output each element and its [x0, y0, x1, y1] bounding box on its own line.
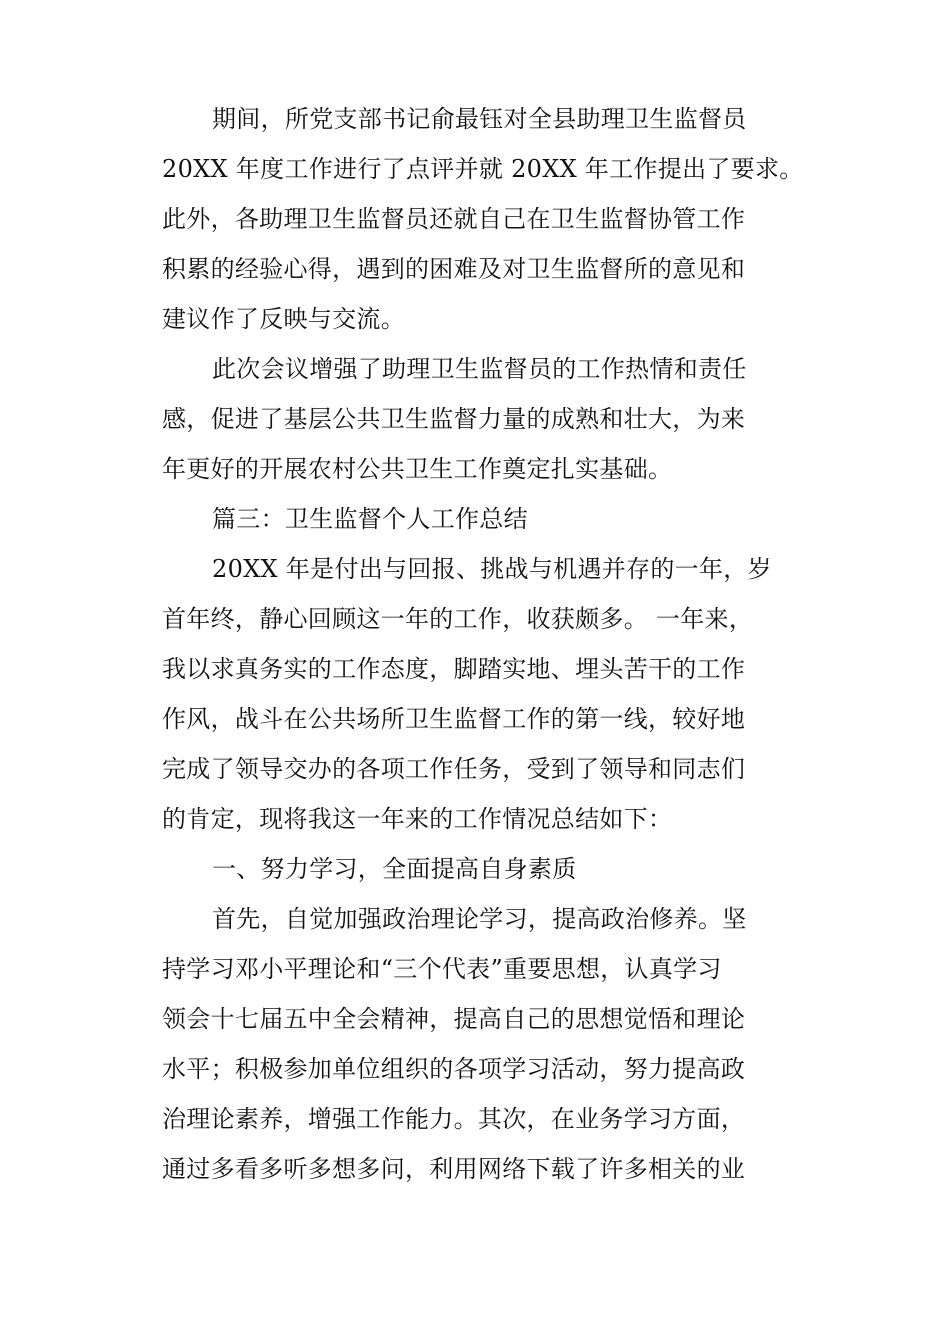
text-line: 水平；积极参加单位组织的各项学习活动，努力提高政: [162, 1055, 746, 1083]
text-line: 期间，所党支部书记俞最钰对全县助理卫生监督员: [212, 105, 747, 133]
text-line: 的肯定，现将我这一年来的工作情况总结如下：: [162, 805, 673, 833]
text-line: 完成了领导交办的各项工作任务，受到了领导和同志们: [162, 755, 746, 783]
text-line: 此外，各助理卫生监督员还就自己在卫生监督协管工作: [162, 205, 746, 233]
text-line: 领会十七届五中全会精神，提高自己的思想觉悟和理论: [162, 1005, 746, 1033]
section-heading: 篇三：卫生监督个人工作总结: [212, 505, 528, 533]
text-line: 通过多看多听多想多问，利用网络下载了许多相关的业: [162, 1155, 746, 1183]
text-line: 20XX 年度工作进行了点评并就 20XX 年工作提出了要求。: [162, 155, 804, 183]
text-line: 首先，自觉加强政治理论学习，提高政治修养。坚: [212, 905, 747, 933]
text-line: 我以求真务实的工作态度，脚踏实地、埋头苦干的工作: [162, 655, 746, 683]
text-line: 20XX 年是付出与回报、挑战与机遇并存的一年，岁: [212, 555, 772, 583]
text-line: 治理论素养，增强工作能力。其次，在业务学习方面，: [162, 1105, 746, 1133]
text-line: 感，促进了基层公共卫生监督力量的成熟和壮大，为来: [162, 405, 746, 433]
text-line: 积累的经验心得，遇到的困难及对卫生监督所的意见和: [162, 255, 746, 283]
subsection-heading: 一、努力学习，全面提高自身素质: [212, 855, 577, 883]
text-line: 首年终，静心回顾这一年的工作，收获颇多。 一年来，: [162, 605, 754, 633]
text-line: 年更好的开展农村公共卫生工作奠定扎实基础。: [162, 455, 673, 483]
text-line: 作风，战斗在公共场所卫生监督工作的第一线，较好地: [162, 705, 746, 733]
text-line: 建议作了反映与交流。: [162, 305, 405, 333]
text-line: 持学习邓小平理论和“三个代表”重要思想，认真学习: [162, 955, 722, 983]
text-line: 此次会议增强了助理卫生监督员的工作热情和责任: [212, 355, 747, 383]
